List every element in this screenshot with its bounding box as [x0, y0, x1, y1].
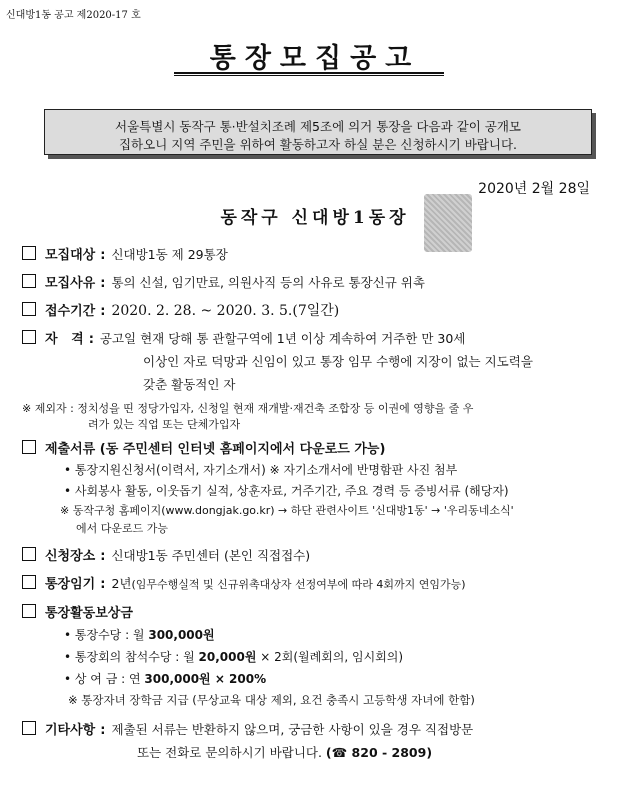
checkbox-icon [22, 274, 36, 288]
section-other: 기타사항 : 제출된 서류는 반환하지 않으며, 궁금한 사항이 있을 경우 직접방문 [22, 719, 473, 738]
exclusion-line-2: 려가 있는 직업 또는 단체가입자 [88, 418, 241, 431]
section-label: 모집대상 [45, 248, 96, 263]
notice-date: 2020년 2월 28일 [478, 181, 590, 197]
section-value: 통의 신설, 임기만료, 의원사직 등의 사유로 통장신규 위촉 [111, 275, 425, 290]
documents-item-1: • 통장지원신청서(이력서, 자기소개서) ※ 자기소개서에 반명함판 사진 첨부 [64, 463, 458, 477]
section-label: 통장임기 [45, 577, 96, 592]
checkbox-icon [22, 575, 36, 589]
compensation-item-1: • 통장수당 : 월 300,000원 [64, 628, 215, 642]
section-period: 접수기간 : 2020. 2. 28. ~ 2020. 3. 5.(7일간) [22, 300, 339, 320]
compensation-item-3: • 상 여 금 : 연 300,000원 × 200% [64, 672, 267, 686]
section-place: 신청장소 : 신대방1동 주민센터 (본인 직접접수) [22, 545, 310, 564]
section-reason: 모집사유 : 통의 신설, 임기만료, 의원사직 등의 사유로 통장신규 위촉 [22, 272, 425, 291]
qualification-line-2: 이상인 자로 덕망과 신임이 있고 통장 임무 수행에 지장이 없는 지도력을 [143, 354, 533, 369]
term-value: 2년 [111, 576, 132, 591]
exclusion-line-1: ※ 제외자 : 정치성을 띤 정당가입자, 신청일 현재 재개발·재건축 조합장 등 이권에 영향을 줄 우 [22, 402, 474, 415]
section-term: 통장임기 : 2년 (임무수행실적 및 신규위촉대상자 선정여부에 따라 4회까지 연임가능) [22, 573, 466, 592]
section-label: 자 격 [45, 332, 84, 347]
compensation-note: ※ 통장자녀 장학금 지급 (무상교육 대상 제외, 요건 충족시 고등학생 자녀에 한함) [68, 693, 475, 707]
intro-line-2: 집하오니 지역 주민을 위하여 활동하고자 하실 분은 신청하시기 바랍니다. [118, 137, 517, 152]
section-value: 신대방1동 주민센터 (본인 직접접수) [111, 548, 311, 563]
section-value: 제출된 서류는 반환하지 않으며, 궁금한 사항이 있을 경우 직접방문 [111, 722, 474, 737]
section-label: 제출서류 (동 주민센터 인터넷 홈페이지에서 다운로드 가능) [45, 442, 386, 457]
documents-note-2: 에서 다운로드 가능 [76, 522, 169, 535]
section-target: 모집대상 : 신대방1동 제 29통장 [22, 244, 228, 263]
title-underline-thin [174, 75, 444, 76]
issuing-organization: 동작구 신대방1동장 [220, 208, 410, 228]
title-underline [174, 72, 444, 74]
section-qualification: 자 격 : 공고일 현재 당해 통 관할구역에 1년 이상 계속하여 거주한 만 30세 [22, 328, 465, 347]
checkbox-icon [22, 547, 36, 561]
other-line-2: 또는 전화로 문의하시기 바랍니다. (☎ 820 - 2809) [137, 745, 433, 760]
section-label: 신청장소 [45, 549, 96, 564]
qualification-line-3: 갖춘 활동적인 자 [143, 377, 236, 392]
section-label: 통장활동보상금 [45, 606, 133, 621]
document-number: 신대방1동 공고 제2020-17 호 [6, 10, 141, 21]
checkbox-icon [22, 246, 36, 260]
section-compensation [22, 602, 133, 621]
section-label: 접수기간 [45, 304, 96, 319]
intro-line-1: 서울특별시 동작구 통·반설치조례 제5조에 의거 통장을 다음과 같이 공개모 [115, 119, 521, 134]
documents-note-1: ※ 동작구청 홈페이지(www.dongjak.go.kr) → 하단 관련사이트 '신대방1동' → '우리동네소식' [60, 504, 514, 517]
documents-item-2: • 사회봉사 활동, 이웃돕기 실적, 상훈자료, 거주기간, 주요 경력 등 증빙서류 (해당자) [64, 484, 509, 498]
compensation-item-2: • 통장회의 참석수당 : 월 20,000원 × 2회(월례회의, 임시회의) [64, 650, 404, 664]
section-label: 모집사유 [45, 276, 96, 291]
page-title: 통장모집공고 [209, 43, 421, 74]
section-value: 공고일 현재 당해 통 관할구역에 1년 이상 계속하여 거주한 만 30세 [99, 331, 466, 346]
intro-box [44, 109, 592, 155]
section-documents [22, 438, 385, 457]
checkbox-icon [22, 440, 36, 454]
checkbox-icon [22, 604, 36, 618]
checkbox-icon [22, 302, 36, 316]
contact-phone: (☎ 820 - 2809) [325, 745, 433, 760]
checkbox-icon [22, 330, 36, 344]
section-label: 기타사항 [45, 723, 96, 738]
term-note: (임무수행실적 및 신규위촉대상자 선정여부에 따라 4회까지 연임가능) [131, 578, 466, 591]
section-value: 신대방1동 제 29통장 [111, 247, 228, 262]
section-value: 2020. 2. 28. ~ 2020. 3. 5.(7일간) [111, 303, 340, 319]
checkbox-icon [22, 721, 36, 735]
